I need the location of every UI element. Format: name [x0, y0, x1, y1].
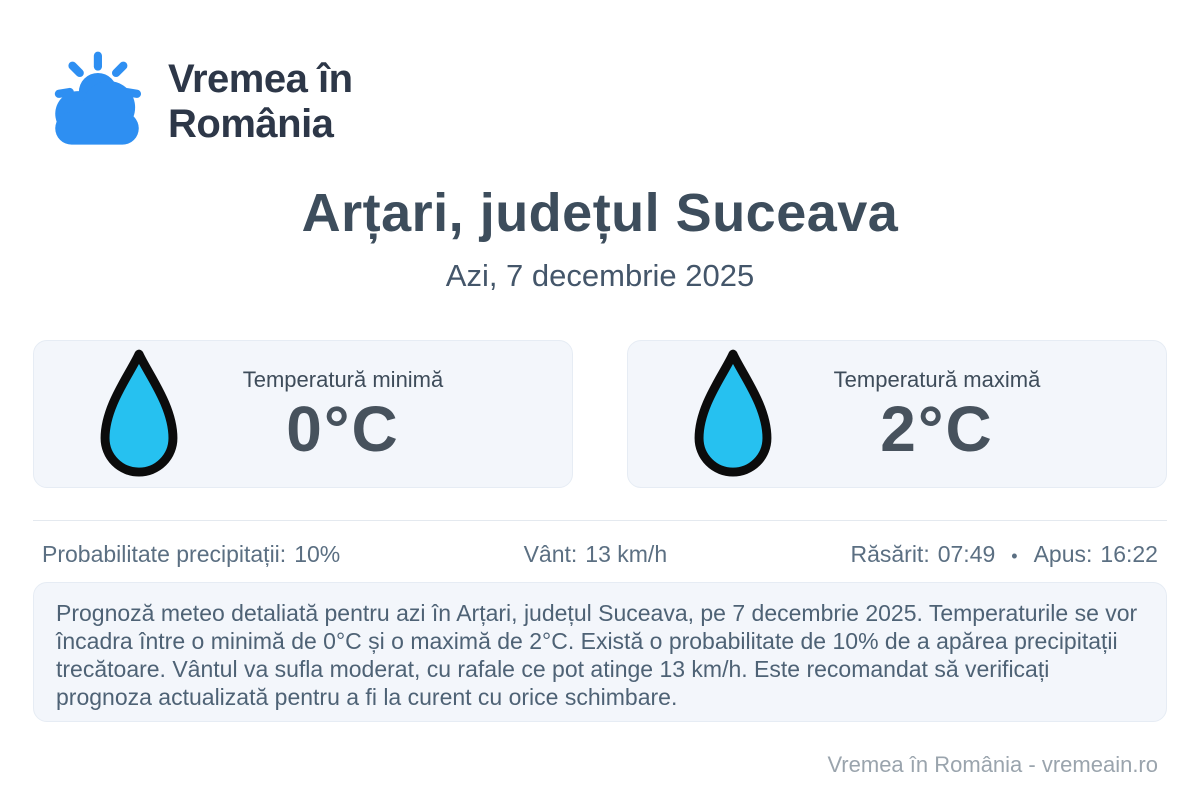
- stats-row: [42, 541, 1158, 568]
- page-footer: [827, 752, 1158, 778]
- forecast-box: [33, 582, 1167, 722]
- sun-stat: [850, 541, 1158, 568]
- precipitation-stat: [42, 541, 340, 568]
- footer-link[interactable]: Vremea în România - vremeain.ro: [827, 752, 1158, 777]
- sunset-label: Apus:: [1033, 541, 1093, 567]
- min-temp-card: [33, 340, 573, 488]
- sunrise-value: 07:49: [937, 541, 996, 567]
- bullet-separator: •: [1011, 546, 1018, 566]
- sunrise-label: Răsărit:: [850, 541, 930, 567]
- sunset-value: 16:22: [1100, 541, 1158, 567]
- divider: [33, 520, 1167, 521]
- max-temp-card: [627, 340, 1167, 488]
- max-temp-value: 2°C: [880, 393, 994, 465]
- max-temp-label: Temperatură maximă: [833, 367, 1041, 392]
- precipitation-value: 10%: [294, 541, 341, 567]
- min-temp-value: 0°C: [286, 393, 400, 465]
- brand-name-line1: Vremea în: [168, 56, 353, 101]
- forecast-text: Prognoză meteo detaliată pentru azi în Arțari, județul Suceava, pe 7 decembrie 2025. Temperaturile se vor încadra între o minimă de 0°C și o maximă de 2°C. Există o probabilitate de 10% de a apărea precipitații trecătoare. Vântul va sufla moderat, cu rafale ce pot atinge 13 km/h. Este recomandat să verificați prognoza actualizată pentru a fi la curent cu orice schimbare.: [56, 600, 1138, 711]
- brand-header: [0, 0, 1200, 160]
- wind-label: Vânt:: [523, 541, 578, 567]
- wind-stat: [524, 541, 668, 568]
- page-title: Arțari, județul Suceava: [301, 183, 899, 243]
- min-temp-label: Temperatură minimă: [242, 367, 444, 392]
- min-temp-text: [184, 367, 562, 465]
- brand-name-line2: România: [168, 102, 334, 146]
- water-drop-icon: [688, 347, 778, 481]
- precipitation-label: Probabilitate precipitații:: [42, 541, 287, 567]
- sun-cloud-logo-icon[interactable]: [38, 50, 156, 154]
- wind-value: 13 km/h: [585, 541, 668, 567]
- brand-name: [168, 57, 353, 147]
- max-temp-text: [778, 367, 1156, 465]
- temperature-cards: [33, 340, 1167, 488]
- date-subtitle: Azi, 7 decembrie 2025: [445, 258, 755, 293]
- water-drop-icon: [94, 347, 184, 481]
